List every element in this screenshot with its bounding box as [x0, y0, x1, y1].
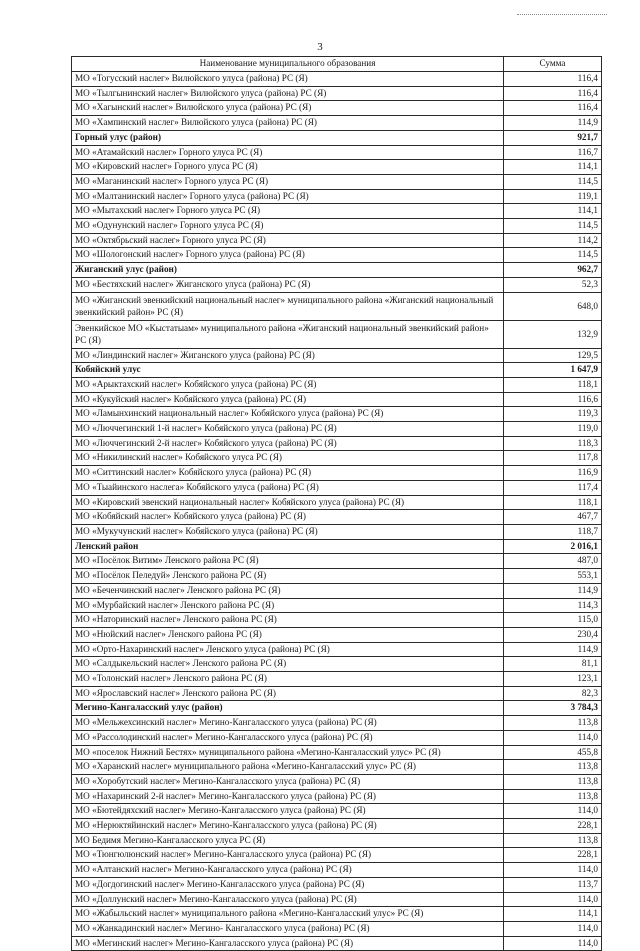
- district-total-row: [72, 701, 602, 716]
- municipality-name: МО «Доллунский наслег» Мегино-Кангаласского улуса (района) РС (Я): [72, 892, 504, 907]
- sum-value: 114,2: [504, 233, 602, 248]
- municipality-name: МО «Нерюктяйинский наслег» Мегино-Кангаласского улуса (района) РС (Я): [72, 819, 504, 834]
- municipality-name: МО «Кировский эвенский национальный наслег» Кобяйского улуса (района) РС (Я): [72, 495, 504, 510]
- municipality-name: Эвенкийское МО «Кыстатыам» муниципального района «Жиганский национальный эвенкийский район» РС (Я): [72, 320, 504, 348]
- sum-value: 119,0: [504, 422, 602, 437]
- sum-value: 962,7: [504, 263, 602, 278]
- scan-artifact-line: [517, 14, 607, 15]
- sum-value: 114,1: [504, 160, 602, 175]
- municipality-name: МО «Жабыльский наслег» муниципального района «Мегино-Кангаласский улус» РС (Я): [72, 907, 504, 922]
- table-row: [72, 613, 602, 628]
- table-row: [72, 204, 602, 219]
- sum-value: 117,4: [504, 480, 602, 495]
- table-row: [72, 583, 602, 598]
- table-row: [72, 219, 602, 234]
- sum-value: 116,4: [504, 72, 602, 87]
- table-row: [72, 774, 602, 789]
- table-row: [72, 730, 602, 745]
- sum-value: 114,5: [504, 219, 602, 234]
- table-row: [72, 466, 602, 481]
- sum-value: 455,8: [504, 745, 602, 760]
- municipality-name: МО «поселок Нижний Бестях» муниципального района «Мегино-Кангаласский улус» РС (Я): [72, 745, 504, 760]
- table-body: [72, 72, 602, 951]
- sum-value: 2 016,1: [504, 539, 602, 554]
- municipality-name: МО «Кобяйский наслег» Кобяйского улуса (района) РС (Я): [72, 510, 504, 525]
- table-row: [72, 480, 602, 495]
- sum-value: 553,1: [504, 569, 602, 584]
- page-number: 3: [317, 41, 323, 53]
- sum-value: 114,9: [504, 116, 602, 131]
- table-row: [72, 627, 602, 642]
- municipality-name: МО «Малтанинский наслег» Горного улуса (района) РС (Я): [72, 189, 504, 204]
- municipality-name: МО «Алтанский наслег» Мегино-Кангаласского улуса (района) РС (Я): [72, 863, 504, 878]
- sum-value: 114,0: [504, 804, 602, 819]
- table-row: [72, 86, 602, 101]
- municipality-name: МО «Одунунский наслег» Горного улуса РС (Я): [72, 219, 504, 234]
- sum-value: 114,5: [504, 248, 602, 263]
- table-row: [72, 907, 602, 922]
- municipality-name: МО «Октябрьский наслег» Горного улуса РС (Я): [72, 233, 504, 248]
- sum-value: 119,3: [504, 407, 602, 422]
- table-row: [72, 277, 602, 292]
- table-row: [72, 554, 602, 569]
- municipality-name: МО «Маганинский наслег» Горного улуса РС (Я): [72, 174, 504, 189]
- municipality-name: МО «Кировский наслег» Горного улуса РС (Я): [72, 160, 504, 175]
- sum-value: 123,1: [504, 672, 602, 687]
- table-row: [72, 320, 602, 348]
- sum-value: 81,1: [504, 657, 602, 672]
- table-row: [72, 377, 602, 392]
- municipal-sum-table: [71, 56, 602, 951]
- table-row: [72, 819, 602, 834]
- sum-value: 118,1: [504, 377, 602, 392]
- table-row: [72, 72, 602, 87]
- municipality-name: МО «Харанский наслег» муниципального района «Мегино-Кангаласский улус» РС (Я): [72, 760, 504, 775]
- municipality-name: МО «Тюнгюлюнский наслег» Мегино-Кангаласского улуса (района) РС (Я): [72, 848, 504, 863]
- district-total-row: [72, 539, 602, 554]
- municipality-name: МО «Мегинский наслег» Мегино-Кангаласского улуса (района) РС (Я): [72, 936, 504, 951]
- table-row: [72, 392, 602, 407]
- table-row: [72, 495, 602, 510]
- sum-value: 228,1: [504, 819, 602, 834]
- municipality-name: МО «Орто-Нахаринский наслег» Ленского улуса (района) РС (Я): [72, 642, 504, 657]
- table-row: [72, 348, 602, 363]
- municipality-name: МО «Ситтинский наслег» Кобяйского улуса (района) РС (Я): [72, 466, 504, 481]
- table-row: [72, 921, 602, 936]
- municipality-name: Мегино-Кангаласский улус (район): [72, 701, 504, 716]
- table-row: [72, 407, 602, 422]
- municipality-name: МО «Посёлок Витим» Ленского района РС (Я): [72, 554, 504, 569]
- municipality-name: МО «Люччегинский 2-й наслег» Кобяйского улуса (района) РС (Я): [72, 436, 504, 451]
- sum-value: 114,0: [504, 730, 602, 745]
- district-total-row: [72, 363, 602, 378]
- table-row: [72, 569, 602, 584]
- table-row: [72, 657, 602, 672]
- municipality-name: МО «Наторинский наслег» Ленского района РС (Я): [72, 613, 504, 628]
- municipality-name: МО «Догдогинский наслег» Мегино-Кангаласского улуса (района) РС (Я): [72, 877, 504, 892]
- table-row: [72, 436, 602, 451]
- municipality-name: Жиганский улус (район): [72, 263, 504, 278]
- table-row: [72, 936, 602, 951]
- sum-value: 648,0: [504, 292, 602, 320]
- municipality-name: МО «Посёлок Пеледуй» Ленского района РС (Я): [72, 569, 504, 584]
- sum-value: 3 784,3: [504, 701, 602, 716]
- sum-value: 113,8: [504, 774, 602, 789]
- sum-value: 114,5: [504, 174, 602, 189]
- sum-value: 114,0: [504, 936, 602, 951]
- sum-value: 113,8: [504, 789, 602, 804]
- municipality-name: МО «Мукучунский наслег» Кобяйского улуса (района) РС (Я): [72, 524, 504, 539]
- sum-value: 114,1: [504, 907, 602, 922]
- municipality-name: МО «Мурбайский наслег» Ленского района РС (Я): [72, 598, 504, 613]
- table-row: [72, 524, 602, 539]
- district-total-row: [72, 130, 602, 145]
- table-row: [72, 686, 602, 701]
- municipality-name: МО «Люччегинский 1-й наслег» Кобяйского улуса (района) РС (Я): [72, 422, 504, 437]
- table-row: [72, 745, 602, 760]
- sum-value: 487,0: [504, 554, 602, 569]
- municipality-name: МО «Ярославский наслег» Ленского района РС (Я): [72, 686, 504, 701]
- table-row: [72, 160, 602, 175]
- municipality-name: Ленский район: [72, 539, 504, 554]
- municipality-name: Горный улус (район): [72, 130, 504, 145]
- header-sum: Сумма: [504, 57, 602, 72]
- sum-value: 114,0: [504, 892, 602, 907]
- sum-value: 113,8: [504, 760, 602, 775]
- table-row: [72, 174, 602, 189]
- sum-value: 1 647,9: [504, 363, 602, 378]
- municipality-name: МО «Салдыкельский наслег» Ленского района РС (Я): [72, 657, 504, 672]
- sum-value: 118,3: [504, 436, 602, 451]
- municipality-name: МО «Хампинский наслег» Вилюйского улуса (района) РС (Я): [72, 116, 504, 131]
- sum-value: 228,1: [504, 848, 602, 863]
- table-row: [72, 672, 602, 687]
- municipality-name: МО «Мытахский наслег» Горного улуса РС (Я): [72, 204, 504, 219]
- sum-value: 116,4: [504, 86, 602, 101]
- header-name: Наименование муниципального образования: [72, 57, 504, 72]
- table-row: [72, 116, 602, 131]
- table-row: [72, 789, 602, 804]
- sum-value: 118,1: [504, 495, 602, 510]
- municipality-name: МО «Ламынхинский национальный наслег» Кобяйского улуса (района) РС (Я): [72, 407, 504, 422]
- table-row: [72, 292, 602, 320]
- municipality-name: МО Бедимя Мегино-Кангаласского улуса РС (Я): [72, 833, 504, 848]
- sum-value: 113,8: [504, 833, 602, 848]
- municipality-name: МО «Бестяхский наслег» Жиганского улуса (района) РС (Я): [72, 277, 504, 292]
- table-row: [72, 422, 602, 437]
- sum-value: 119,1: [504, 189, 602, 204]
- municipality-name: Кобяйский улус: [72, 363, 504, 378]
- municipality-name: МО «Шологонский наслег» Горного улуса (района) РС (Я): [72, 248, 504, 263]
- sum-value: 114,1: [504, 204, 602, 219]
- table-row: [72, 760, 602, 775]
- sum-value: 132,9: [504, 320, 602, 348]
- table-row: [72, 451, 602, 466]
- sum-value: 117,8: [504, 451, 602, 466]
- municipality-name: МО «Жанкадинский наслег» Мегино- Кангаласского улуса (района) РС (Я): [72, 921, 504, 936]
- municipality-name: МО «Линдинский наслег» Жиганского улуса (района) РС (Я): [72, 348, 504, 363]
- sum-value: 921,7: [504, 130, 602, 145]
- sum-value: 118,7: [504, 524, 602, 539]
- table-row: [72, 804, 602, 819]
- sum-value: 114,0: [504, 921, 602, 936]
- table-row: [72, 510, 602, 525]
- sum-value: 467,7: [504, 510, 602, 525]
- table-row: [72, 716, 602, 731]
- municipality-name: МО «Кукуйский наслег» Кобяйского улуса (района) РС (Я): [72, 392, 504, 407]
- table-row: [72, 145, 602, 160]
- sum-value: 114,9: [504, 583, 602, 598]
- table-row: [72, 863, 602, 878]
- sum-value: 82,3: [504, 686, 602, 701]
- municipality-name: МО «Хагынский наслег» Вилюйского улуса (района) РС (Я): [72, 101, 504, 116]
- municipality-name: МО «Тылгынинский наслег» Вилюйского улуса (района) РС (Я): [72, 86, 504, 101]
- municipality-name: МО «Рассолодинский наслег» Мегино-Кангаласского улуса (района) РС (Я): [72, 730, 504, 745]
- municipality-name: МО «Толонский наслег» Ленского района РС (Я): [72, 672, 504, 687]
- municipality-name: МО «Тыайинского наслега» Кобяйского улуса (района) РС (Я): [72, 480, 504, 495]
- sum-value: 116,6: [504, 392, 602, 407]
- sum-value: 116,9: [504, 466, 602, 481]
- sum-value: 114,0: [504, 863, 602, 878]
- table-row: [72, 101, 602, 116]
- table-header-row: [72, 57, 602, 72]
- sum-value: 116,4: [504, 101, 602, 116]
- municipality-name: МО «Нахаринский 2-й наслег» Мегино-Кангаласского улуса (района) РС (Я): [72, 789, 504, 804]
- municipality-name: МО «Хоробутский наслег» Мегино-Кангаласского улуса (района) РС (Я): [72, 774, 504, 789]
- municipality-name: МО «Бютейдяхский наслег» Мегино-Кангаласского улуса (района) РС (Я): [72, 804, 504, 819]
- sum-value: 116,7: [504, 145, 602, 160]
- table-row: [72, 833, 602, 848]
- municipality-name: МО «Жиганский эвенкийский национальный наслег» муниципального района «Жиганский национальный эвенкийский район» РС (Я): [72, 292, 504, 320]
- municipality-name: МО «Нюйский наслег» Ленского района РС (Я): [72, 627, 504, 642]
- sum-value: 113,8: [504, 716, 602, 731]
- table-row: [72, 598, 602, 613]
- municipality-name: МО «Мельжехсинский наслег» Мегино-Кангаласского улуса (района) РС (Я): [72, 716, 504, 731]
- sum-value: 114,3: [504, 598, 602, 613]
- municipality-name: МО «Никилинский наслег» Кобяйского улуса РС (Я): [72, 451, 504, 466]
- sum-value: 115,0: [504, 613, 602, 628]
- district-total-row: [72, 263, 602, 278]
- sum-value: 113,7: [504, 877, 602, 892]
- sum-value: 114,9: [504, 642, 602, 657]
- sum-value: 52,3: [504, 277, 602, 292]
- table-row: [72, 642, 602, 657]
- municipality-name: МО «Тогусский наслег» Вилюйского улуса (района) РС (Я): [72, 72, 504, 87]
- table-row: [72, 848, 602, 863]
- table-row: [72, 189, 602, 204]
- municipality-name: МО «Беченчинский наслег» Ленского района РС (Я): [72, 583, 504, 598]
- table-row: [72, 248, 602, 263]
- sum-value: 129,5: [504, 348, 602, 363]
- table-row: [72, 233, 602, 248]
- municipality-name: МО «Арыктахский наслег» Кобяйского улуса (района) РС (Я): [72, 377, 504, 392]
- table-row: [72, 877, 602, 892]
- municipality-name: МО «Атамайский наслег» Горного улуса РС (Я): [72, 145, 504, 160]
- sum-value: 230,4: [504, 627, 602, 642]
